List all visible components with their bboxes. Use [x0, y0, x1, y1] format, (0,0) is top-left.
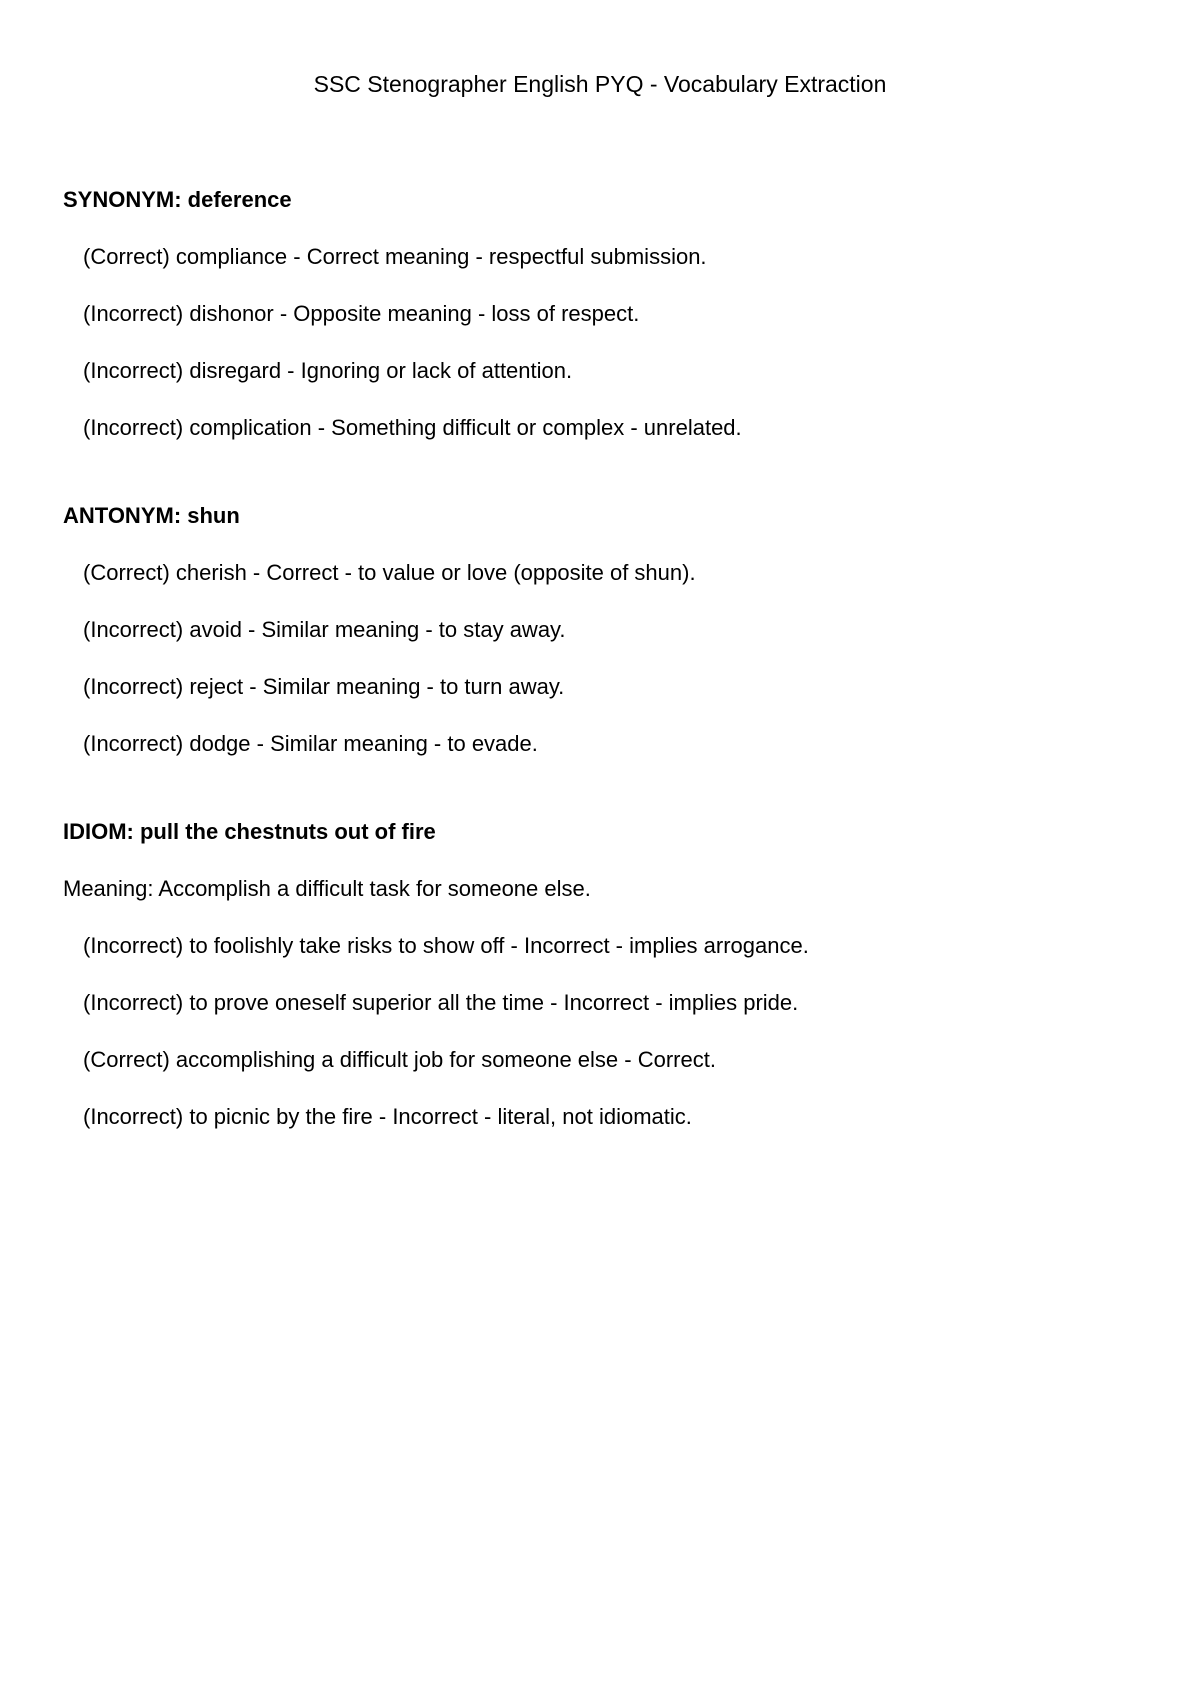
antonym-option: (Incorrect) reject - Similar meaning - to turn away.: [83, 674, 565, 699]
synonym-section: [63, 186, 1143, 442]
idiom-option: (Incorrect) to prove oneself superior all the time - Incorrect - implies pride.: [83, 990, 799, 1015]
synonym-option: (Incorrect) complication - Something difficult or complex - unrelated.: [83, 415, 742, 440]
synonym-option: (Correct) compliance - Correct meaning - respectful submission.: [83, 244, 707, 269]
synonym-option: (Incorrect) disregard - Ignoring or lack of attention.: [83, 358, 573, 383]
antonym-option: (Correct) cherish - Correct - to value or love (opposite of shun).: [83, 560, 696, 585]
idiom-option: (Incorrect) to picnic by the fire - Incorrect - literal, not idiomatic.: [83, 1104, 692, 1129]
idiom-section: [63, 818, 1143, 1131]
antonym-option: (Incorrect) dodge - Similar meaning - to evade.: [83, 731, 538, 756]
idiom-heading: IDIOM: pull the chestnuts out of fire: [63, 819, 436, 844]
antonym-section: [63, 502, 1143, 758]
synonym-option: (Incorrect) dishonor - Opposite meaning - loss of respect.: [83, 301, 640, 326]
idiom-option: (Correct) accomplishing a difficult job for someone else - Correct.: [83, 1047, 716, 1072]
idiom-option: (Incorrect) to foolishly take risks to show off - Incorrect - implies arrogance.: [83, 933, 809, 958]
idiom-meaning: Meaning: Accomplish a difficult task for someone else.: [63, 876, 591, 901]
antonym-heading: ANTONYM: shun: [63, 503, 240, 528]
antonym-option: (Incorrect) avoid - Similar meaning - to stay away.: [83, 617, 566, 642]
synonym-heading: SYNONYM: deference: [63, 187, 292, 212]
document-title: SSC Stenographer English PYQ - Vocabulary Extraction: [313, 71, 887, 97]
